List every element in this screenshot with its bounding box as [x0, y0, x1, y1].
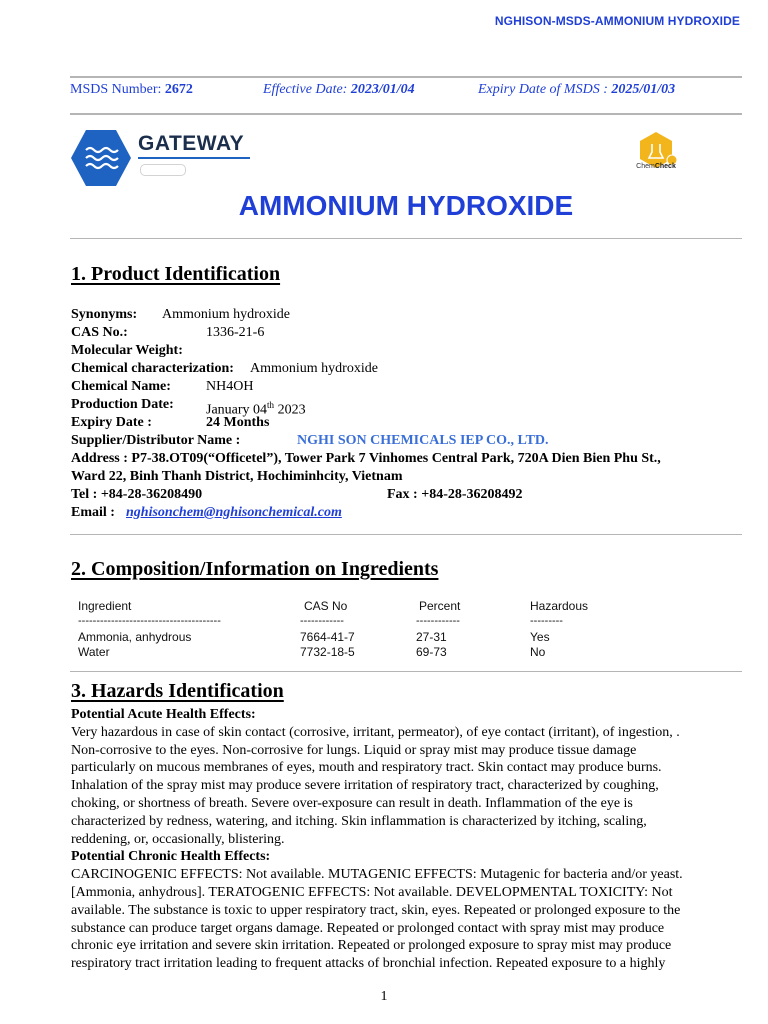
synonyms-row: Synonyms: Ammonium hydroxide — [71, 307, 290, 322]
gateway-logo-icon — [70, 128, 132, 188]
section1-divider — [70, 534, 742, 535]
msds-info-line — [70, 82, 742, 102]
acute-line: Non-corrosive to the eyes. Non-corrosive for lungs. Liquid or spray mist may produce tissue damage — [71, 742, 637, 758]
section-heading-hazards: 3. Hazards Identification — [71, 680, 284, 702]
title-divider — [70, 238, 742, 239]
chemical-name-row: Chemical Name: NH4OH — [71, 379, 254, 394]
chronic-line: chronic eye irritation and severe skin irritation. Repeated or prolonged exposure to spray mist may produce — [71, 938, 672, 954]
chemical-characterization-row: Chemical characterization: Ammonium hydroxide — [71, 361, 378, 376]
section-heading-product-identification: 1. Product Identification — [71, 263, 281, 285]
chronic-line: CARCINOGENIC EFFECTS: Not available. MUTAGENIC EFFECTS: Mutagenic for bacteria and/or yeast. — [71, 867, 683, 883]
expiry-date-row: Expiry Date : 24 Months — [71, 415, 270, 430]
msds-divider — [70, 113, 742, 115]
acute-line: Very hazardous in case of skin contact (corrosive, irritant, permeator), of eye contact (irritant), of ingestion, . — [71, 724, 680, 740]
product-identification — [71, 306, 743, 522]
chronic-line: [Ammonia, anhydrous]. TERATOGENIC EFFECTS: Not available. DEVELOPMENTAL TOXICITY: Not — [71, 884, 673, 900]
hazards-body — [71, 706, 743, 973]
address-line-1: Address : P7-38.OT09(“Officetel”), Tower Park 7 Vinhomes Central Park, 720A Dien Bien Phu St., — [71, 451, 661, 466]
cas-row: CAS No.: 1336-21-6 — [71, 325, 265, 340]
acute-line: characterized by redness, watering, and itching. Skin inflammation is characterized by itching, scaling, — [71, 813, 647, 829]
chronic-line: substance can produce target organs damage. Repeated or prolonged contact with spray mist may produce — [71, 920, 665, 936]
gateway-logo-underline — [138, 157, 250, 159]
telephone: Tel : +84-28-36208490 — [71, 487, 203, 502]
fax: Fax : +84-28-36208492 — [387, 487, 523, 502]
section2-divider — [70, 671, 742, 672]
production-date-row: Production Date: January 04th 2023 — [71, 397, 306, 418]
composition-header-row: Ingredient CAS No Percent Hazardous — [78, 599, 589, 613]
chronic-line: respiratory tract irritation leading to frequent attacks of bronchial infection. Repeated exposure to a highly — [71, 956, 666, 972]
tel-fax-row — [71, 486, 743, 504]
chemcheck-logo-text: ChemCheck — [636, 163, 676, 170]
table-row: Water 7732-18-5 69-73 No — [78, 645, 546, 659]
email-link[interactable]: nghisonchem@nghisonchemical.com — [126, 505, 342, 520]
top-divider — [70, 76, 742, 78]
section-heading-composition: 2. Composition/Information on Ingredients — [71, 558, 439, 580]
acute-line: reddening, or, occasionally, blistering. — [71, 831, 285, 847]
acute-line: Inhalation of the spray mist may produce severe irritation of respiratory tract, characterized by coughing, — [71, 778, 659, 794]
document-code: NGHISON-MSDS-AMMONIUM HYDROXIDE — [494, 14, 740, 28]
email-row: Email : nghisonchem@nghisonchemical.com — [71, 505, 342, 520]
address-line-2: Ward 22, Binh Thanh District, Hochiminhcity, Vietnam — [71, 469, 403, 484]
msds-expiry-date: Expiry Date of MSDS : 2025/01/03 — [478, 82, 676, 97]
table-row: Ammonia, anhydrous 7664-41-7 27-31 Yes — [78, 630, 550, 644]
gateway-logo-text: GATEWAY — [138, 132, 245, 155]
effective-date: Effective Date: 2023/01/04 — [263, 82, 415, 97]
composition-table — [78, 599, 678, 660]
composition-dash-row: --------------------------------------- ------------ ------------ --------- — [78, 615, 563, 627]
chronic-line: available. The substance is toxic to upper respiratory tract, skin, eyes. Repeated or prolonged exposure to the — [71, 902, 681, 918]
molecular-weight-row: Molecular Weight: — [71, 343, 183, 358]
acute-effects-heading: Potential Acute Health Effects: — [71, 707, 256, 722]
msds-number: MSDS Number: 2672 — [70, 82, 193, 97]
document-title: AMMONIUM HYDROXIDE — [238, 190, 574, 221]
chemcheck-logo-icon — [628, 128, 684, 184]
chronic-effects-heading: Potential Chronic Health Effects: — [71, 849, 271, 865]
gateway-logo-tag — [140, 164, 186, 176]
page-number: 1 — [380, 989, 388, 1004]
acute-line: choking, or shortness of breath. Severe over-exposure can result in death. Inflammation of the eye is — [71, 795, 633, 811]
supplier-row: Supplier/Distributor Name : NGHI SON CHEMICALS IEP CO., LTD. — [71, 433, 549, 448]
acute-line: particularly on mucous membranes of eyes, mouth and respiratory tract. Skin contact may produce burns. — [71, 760, 662, 776]
